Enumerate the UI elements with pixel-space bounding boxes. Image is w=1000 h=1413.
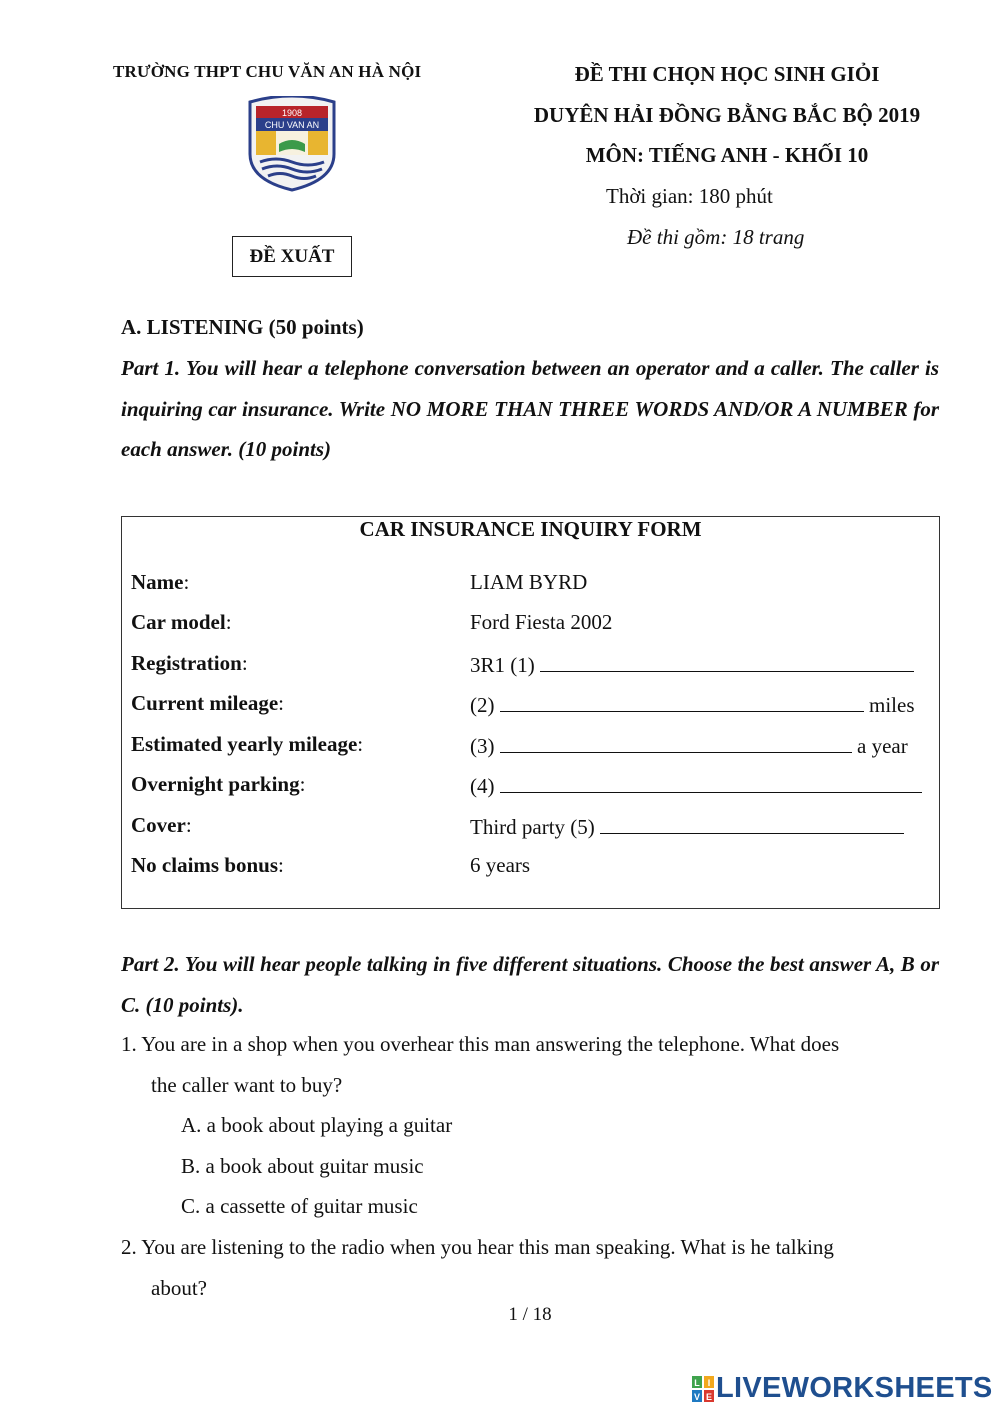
form-value: Ford Fiesta 2002 (470, 610, 613, 634)
icon-letter: L (694, 1378, 700, 1388)
exam-title-line1: ĐỀ THI CHỌN HỌC SINH GIỎI (574, 62, 880, 86)
answer-blank-3[interactable] (500, 732, 852, 753)
form-row-cover: Cover: Third party (5) (131, 813, 931, 843)
form-suffix: a year (857, 734, 908, 758)
liveworksheets-logo (692, 1372, 992, 1406)
logo-year: 1908 (281, 108, 303, 118)
proposal-box: ĐỀ XUẤT (232, 236, 352, 277)
form-row-no-claims-bonus: No claims bonus: 6 years (131, 853, 531, 877)
question-1-option-a[interactable]: A. a book about playing a guitar (181, 1113, 453, 1137)
form-label: Estimated yearly mileage (131, 732, 358, 756)
form-value: LIAM BYRD (470, 570, 588, 594)
form-label: No claims bonus (131, 853, 279, 877)
icon-letter: V (693, 1392, 701, 1402)
part1-instructions: Part 1. You will hear a telephone conversation between an operator and a caller. The caller is inquiring car insurance. Write NO MORE THAN THREE WORDS AND/OR A NUMBER for each answer. (10 points) (121, 356, 939, 462)
exam-page-count: Đề thi gồm: 18 trang (627, 225, 805, 249)
question-1-option-c[interactable]: C. a cassette of guitar music (181, 1194, 418, 1218)
form-row-car-model: Car model: Ford Fiesta 2002 (131, 610, 613, 634)
form-label: Current mileage (131, 691, 279, 715)
question-2-line1: 2. You are listening to the radio when you hear this man speaking. What is he talking (121, 1235, 834, 1259)
answer-blank-4[interactable] (500, 772, 922, 793)
form-value: 6 years (470, 853, 531, 877)
liveworksheets-wordmark: LIVEWORKSHEETS (716, 1372, 993, 1404)
exam-title-line2: DUYÊN HẢI ĐỒNG BẰNG BẮC BỘ 2019 (533, 103, 921, 127)
question-1-line2: the caller want to buy? (151, 1073, 343, 1097)
form-label: Car model (131, 610, 226, 634)
school-name: TRƯỜNG THPT CHU VĂN AN HÀ NỘI (113, 62, 422, 81)
question-1-line1: 1. You are in a shop when you overhear this man answering the telephone. What does (121, 1032, 840, 1056)
form-prefix: (3) (470, 734, 495, 758)
liveworksheets-icon (692, 1376, 714, 1402)
form-row-yearly-mileage: Estimated yearly mileage: (3) a year (131, 732, 908, 758)
section-a-title: A. LISTENING (50 points) (121, 315, 364, 339)
exam-time: Thời gian: 180 phút (606, 184, 773, 208)
answer-blank-1[interactable] (540, 651, 914, 672)
form-row-registration: Registration: 3R1 (1) (131, 651, 931, 681)
icon-letter: E (705, 1392, 713, 1402)
page-number: 1 / 18 (508, 1304, 552, 1324)
form-prefix: 3R1 (1) (470, 653, 535, 677)
form-row-overnight-parking: Overnight parking: (4) (131, 772, 931, 802)
form-label: Name (131, 570, 184, 594)
answer-blank-5[interactable] (600, 813, 904, 834)
answer-blank-2[interactable] (500, 691, 864, 712)
form-title: CAR INSURANCE INQUIRY FORM (359, 517, 702, 541)
exam-subject: MÔN: TIẾNG ANH - KHỐI 10 (585, 143, 869, 167)
form-prefix: (4) (470, 774, 495, 798)
form-label: Registration (131, 651, 242, 675)
form-row-name: Name: LIAM BYRD (131, 570, 588, 594)
form-prefix: Third party (5) (470, 815, 595, 839)
logo-name: CHU VAN AN (264, 120, 320, 130)
icon-letter: I (707, 1378, 711, 1388)
form-label: Overnight parking (131, 772, 300, 796)
form-prefix: (2) (470, 693, 495, 717)
form-label: Cover (131, 813, 186, 837)
form-suffix: miles (869, 693, 915, 717)
part2-instructions: Part 2. You will hear people talking in five different situations. Choose the best answer A, B or C. (10 points). (121, 952, 939, 1017)
question-2-line2: about? (151, 1276, 207, 1300)
school-logo (246, 96, 338, 192)
form-row-current-mileage: Current mileage: (2) miles (131, 691, 915, 717)
question-1-option-b[interactable]: B. a book about guitar music (181, 1154, 424, 1178)
